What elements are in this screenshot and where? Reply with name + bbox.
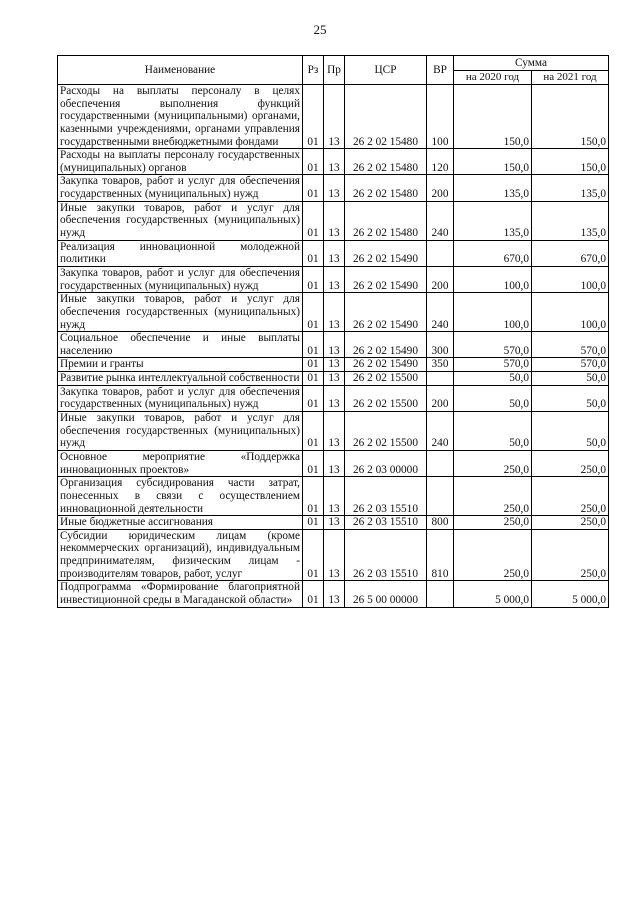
row-sum-2021: 50,0 (532, 385, 609, 411)
table-row (58, 358, 609, 372)
row-csr: 26 2 02 15490 (345, 358, 427, 372)
row-sum-2021: 570,0 (532, 332, 609, 358)
row-sum-2020: 250,0 (454, 477, 532, 516)
row-name: Иные закупки товаров, работ и услуг для обеспечения государственных (муниципальных) нужд (58, 412, 303, 451)
row-sum-2020: 670,0 (454, 240, 532, 266)
row-csr: 26 2 03 00000 (345, 450, 427, 476)
row-name: Развитие рынка интеллектуальной собственности (58, 372, 303, 386)
header-csr: ЦСР (345, 56, 427, 85)
row-sum-2020: 250,0 (454, 529, 532, 581)
table-row (58, 266, 609, 292)
table-row (58, 149, 609, 175)
row-csr: 26 2 03 15510 (345, 529, 427, 581)
row-sum-2021: 250,0 (532, 516, 609, 530)
row-csr: 26 2 02 15480 (345, 175, 427, 201)
row-rz: 01 (303, 293, 324, 332)
row-sum-2021: 5 000,0 (532, 581, 609, 607)
row-vr: 200 (427, 175, 454, 201)
row-pr: 13 (324, 385, 345, 411)
header-vr: ВР (427, 56, 454, 85)
row-sum-2020: 150,0 (454, 149, 532, 175)
header-pr: Пр (324, 56, 345, 85)
row-csr: 26 2 02 15490 (345, 332, 427, 358)
row-rz: 01 (303, 175, 324, 201)
row-name: Социальное обеспечение и иные выплаты населению (58, 332, 303, 358)
table-row (58, 581, 609, 607)
table-row (58, 175, 609, 201)
row-name: Основное мероприятие «Поддержка инновационных проектов» (58, 450, 303, 476)
row-vr: 350 (427, 358, 454, 372)
row-sum-2020: 250,0 (454, 450, 532, 476)
row-rz: 01 (303, 372, 324, 386)
row-csr: 26 2 02 15500 (345, 412, 427, 451)
row-name: Организация субсидирования части затрат, понесенных в связи с осуществлением инновационной деятельности (58, 477, 303, 516)
table-row (58, 293, 609, 332)
row-rz: 01 (303, 516, 324, 530)
row-sum-2020: 135,0 (454, 201, 532, 240)
row-pr: 13 (324, 516, 345, 530)
row-rz: 01 (303, 385, 324, 411)
row-sum-2021: 250,0 (532, 477, 609, 516)
row-sum-2020: 570,0 (454, 358, 532, 372)
row-csr: 26 2 02 15480 (345, 149, 427, 175)
row-rz: 01 (303, 240, 324, 266)
row-vr (427, 240, 454, 266)
table-row (58, 201, 609, 240)
header-name: Наименование (58, 56, 303, 85)
row-sum-2021: 150,0 (532, 149, 609, 175)
row-csr: 26 2 02 15500 (345, 372, 427, 386)
row-pr: 13 (324, 412, 345, 451)
row-vr: 800 (427, 516, 454, 530)
row-pr: 13 (324, 175, 345, 201)
table-row (58, 372, 609, 386)
row-vr: 300 (427, 332, 454, 358)
row-pr: 13 (324, 477, 345, 516)
row-sum-2020: 50,0 (454, 372, 532, 386)
row-pr: 13 (324, 266, 345, 292)
row-rz: 01 (303, 266, 324, 292)
table-row (58, 450, 609, 476)
table-row (58, 332, 609, 358)
row-name: Расходы на выплаты персоналу в целях обеспечения выполнения функций государственными (муниципальными) органами, казенными учреждениями, органами управления государственными внебюджетными фондами (58, 85, 303, 149)
row-name: Закупка товаров, работ и услуг для обеспечения государственных (муниципальных) нужд (58, 175, 303, 201)
row-sum-2021: 135,0 (532, 201, 609, 240)
header-year-2020: на 2020 год (454, 71, 532, 85)
row-sum-2021: 670,0 (532, 240, 609, 266)
row-sum-2020: 100,0 (454, 266, 532, 292)
row-vr: 100 (427, 85, 454, 149)
row-csr: 26 2 03 15510 (345, 516, 427, 530)
row-vr (427, 581, 454, 607)
row-pr: 13 (324, 358, 345, 372)
row-rz: 01 (303, 581, 324, 607)
row-vr: 200 (427, 385, 454, 411)
row-vr: 240 (427, 293, 454, 332)
header-sum: Сумма (454, 56, 609, 71)
row-rz: 01 (303, 450, 324, 476)
row-name: Закупка товаров, работ и услуг для обеспечения государственных (муниципальных) нужд (58, 266, 303, 292)
row-sum-2021: 250,0 (532, 529, 609, 581)
row-sum-2021: 570,0 (532, 358, 609, 372)
row-sum-2020: 5 000,0 (454, 581, 532, 607)
row-sum-2021: 100,0 (532, 266, 609, 292)
row-csr: 26 2 02 15480 (345, 85, 427, 149)
row-sum-2021: 50,0 (532, 372, 609, 386)
row-csr: 26 2 02 15480 (345, 201, 427, 240)
row-vr (427, 450, 454, 476)
table-row (58, 516, 609, 530)
row-pr: 13 (324, 240, 345, 266)
row-vr: 810 (427, 529, 454, 581)
table-body (58, 85, 609, 608)
page-number: 25 (313, 22, 327, 37)
row-name: Реализация инновационной молодежной политики (58, 240, 303, 266)
row-csr: 26 2 02 15490 (345, 293, 427, 332)
row-csr: 26 2 02 15490 (345, 266, 427, 292)
row-sum-2021: 150,0 (532, 85, 609, 149)
row-sum-2020: 150,0 (454, 85, 532, 149)
row-rz: 01 (303, 477, 324, 516)
row-csr: 26 2 02 15490 (345, 240, 427, 266)
row-rz: 01 (303, 149, 324, 175)
row-name: Премии и гранты (58, 358, 303, 372)
row-csr: 26 2 03 15510 (345, 477, 427, 516)
table-row (58, 85, 609, 149)
row-vr: 240 (427, 412, 454, 451)
row-vr (427, 372, 454, 386)
row-rz: 01 (303, 358, 324, 372)
row-csr: 26 5 00 00000 (345, 581, 427, 607)
row-name: Субсидии юридическим лицам (кроме некоммерческих организаций), индивидуальным предпринимателям, физическим лицам - производителям товаров, работ, услуг (58, 529, 303, 581)
row-vr: 200 (427, 266, 454, 292)
row-rz: 01 (303, 529, 324, 581)
table-row (58, 240, 609, 266)
table-row (58, 529, 609, 581)
row-vr (427, 477, 454, 516)
row-rz: 01 (303, 201, 324, 240)
row-vr: 120 (427, 149, 454, 175)
row-vr: 240 (427, 201, 454, 240)
row-pr: 13 (324, 85, 345, 149)
row-name: Иные закупки товаров, работ и услуг для обеспечения государственных (муниципальных) нужд (58, 293, 303, 332)
table-row (58, 412, 609, 451)
row-sum-2020: 135,0 (454, 175, 532, 201)
row-name: Закупка товаров, работ и услуг для обеспечения государственных (муниципальных) нужд (58, 385, 303, 411)
header-year-2021: на 2021 год (532, 71, 609, 85)
row-name: Иные закупки товаров, работ и услуг для обеспечения государственных (муниципальных) нужд (58, 201, 303, 240)
row-sum-2020: 250,0 (454, 516, 532, 530)
row-sum-2021: 250,0 (532, 450, 609, 476)
row-pr: 13 (324, 293, 345, 332)
row-rz: 01 (303, 85, 324, 149)
row-sum-2021: 135,0 (532, 175, 609, 201)
row-sum-2020: 50,0 (454, 385, 532, 411)
row-sum-2020: 50,0 (454, 412, 532, 451)
row-csr: 26 2 02 15500 (345, 385, 427, 411)
row-pr: 13 (324, 450, 345, 476)
row-pr: 13 (324, 372, 345, 386)
table-row (58, 385, 609, 411)
row-name: Подпрограмма «Формирование благоприятной инвестиционной среды в Магаданской области» (58, 581, 303, 607)
row-rz: 01 (303, 332, 324, 358)
row-sum-2020: 100,0 (454, 293, 532, 332)
header-rz: Рз (303, 56, 324, 85)
row-name: Иные бюджетные ассигнования (58, 516, 303, 530)
row-pr: 13 (324, 529, 345, 581)
row-sum-2021: 100,0 (532, 293, 609, 332)
row-pr: 13 (324, 149, 345, 175)
budget-table (57, 55, 609, 608)
row-pr: 13 (324, 332, 345, 358)
row-sum-2020: 570,0 (454, 332, 532, 358)
row-sum-2021: 50,0 (532, 412, 609, 451)
row-name: Расходы на выплаты персоналу государственных (муниципальных) органов (58, 149, 303, 175)
row-pr: 13 (324, 201, 345, 240)
row-rz: 01 (303, 412, 324, 451)
table-row (58, 477, 609, 516)
row-pr: 13 (324, 581, 345, 607)
